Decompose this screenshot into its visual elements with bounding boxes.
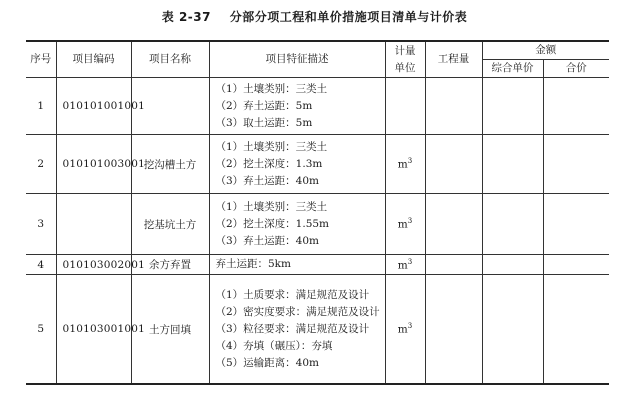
feature-line: （1）土质要求：满足规范及设计 xyxy=(215,288,370,301)
row-unit-price xyxy=(482,194,543,255)
row-code: 010101003001 xyxy=(56,135,131,194)
feature-line: （2）挖土深度：1.55m xyxy=(215,217,330,230)
row-features xyxy=(209,78,385,135)
row-total-price xyxy=(543,255,609,275)
row-total-price xyxy=(543,275,609,385)
row-name: 挖沟槽土方 xyxy=(131,135,209,194)
unit-base: m xyxy=(397,218,408,231)
row-seq: 4 xyxy=(26,255,56,275)
row-features xyxy=(209,135,385,194)
row-seq: 5 xyxy=(26,275,56,385)
row-code xyxy=(56,194,131,255)
row-unit xyxy=(385,135,425,194)
row-features xyxy=(209,275,385,385)
header-name: 项目名称 xyxy=(131,41,209,78)
table-row xyxy=(26,135,609,194)
table-title: 分部分项工程和单价措施项目清单与计价表 xyxy=(229,10,468,24)
feature-line: （2）密实度要求：满足规范及设计 xyxy=(215,305,380,318)
row-code: 010103002001 xyxy=(56,255,131,275)
bill-of-quantities-table xyxy=(26,40,609,385)
feature-line: （1）土壤类别：三类土 xyxy=(215,200,328,213)
row-features xyxy=(209,255,385,275)
unit-base: m xyxy=(397,323,408,336)
feature-line: （5）运输距离：40m xyxy=(215,356,319,369)
unit-exponent: 3 xyxy=(407,217,413,226)
row-quantity xyxy=(425,78,482,135)
header-unit: 计量单位 xyxy=(385,41,425,78)
row-code: 010103001001 xyxy=(56,275,131,385)
feature-line: 弃土运距：5km xyxy=(215,258,291,270)
row-unit xyxy=(385,255,425,275)
header-unit-price: 综合单价 xyxy=(482,60,543,78)
row-unit xyxy=(385,78,425,135)
feature-line: （3）弃土运距：40m xyxy=(215,174,319,187)
row-total-price xyxy=(543,78,609,135)
feature-line: （1）土壤类别：三类土 xyxy=(215,140,328,153)
header-features: 项目特征描述 xyxy=(209,41,385,78)
row-unit xyxy=(385,275,425,385)
unit-exponent: 3 xyxy=(407,157,413,166)
table-caption xyxy=(0,8,629,25)
row-name: 土方回填 xyxy=(131,275,209,385)
row-quantity xyxy=(425,194,482,255)
table-row xyxy=(26,275,609,385)
row-unit-price xyxy=(482,275,543,385)
table-number: 表 2-37 xyxy=(161,10,211,24)
row-code: 010101001001 xyxy=(56,78,131,135)
row-unit xyxy=(385,194,425,255)
unit-exponent: 3 xyxy=(407,257,413,266)
header-quantity: 工程量 xyxy=(425,41,482,78)
header-seq: 序号 xyxy=(26,41,56,78)
feature-line: （3）弃土运距：40m xyxy=(215,234,319,247)
unit-exponent: 3 xyxy=(407,322,413,331)
row-quantity xyxy=(425,275,482,385)
table-row xyxy=(26,194,609,255)
header-code: 项目编码 xyxy=(56,41,131,78)
row-seq: 2 xyxy=(26,135,56,194)
row-unit-price xyxy=(482,78,543,135)
row-name: 余方弃置 xyxy=(131,255,209,275)
row-quantity xyxy=(425,135,482,194)
row-total-price xyxy=(543,135,609,194)
unit-base: m xyxy=(397,259,408,272)
row-quantity xyxy=(425,255,482,275)
feature-line: （3）取土运距：5m xyxy=(215,116,313,129)
row-total-price xyxy=(543,194,609,255)
row-features xyxy=(209,194,385,255)
row-seq: 1 xyxy=(26,78,56,135)
feature-line: （3）粒径要求：满足规范及设计 xyxy=(215,322,370,335)
header-row-top xyxy=(26,41,609,60)
table-row xyxy=(26,255,609,275)
row-name: 挖基坑土方 xyxy=(131,194,209,255)
unit-base: m xyxy=(397,158,408,171)
table-row xyxy=(26,78,609,135)
feature-line: （1）土壤类别：三类土 xyxy=(215,82,328,95)
feature-line: （2）弃土运距：5m xyxy=(215,99,313,112)
row-unit-price xyxy=(482,135,543,194)
feature-line: （2）挖土深度：1.3m xyxy=(215,157,323,170)
row-unit-price xyxy=(482,255,543,275)
row-seq: 3 xyxy=(26,194,56,255)
header-amount: 金额 xyxy=(482,41,609,60)
feature-line: （4）夯填（碾压）：夯填 xyxy=(215,339,333,352)
header-total-price: 合价 xyxy=(543,60,609,78)
